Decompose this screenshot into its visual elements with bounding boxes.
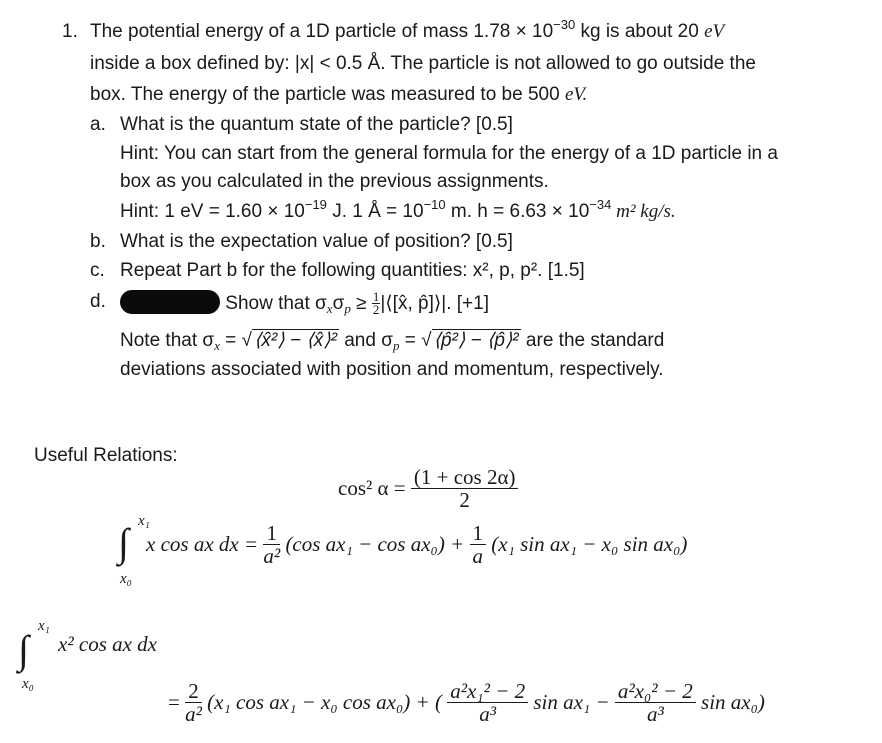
integral-2-integrand: x² cos ax dx	[58, 632, 158, 656]
part-d-line: Show that $\sigma_x\sigma_p$ ≥ $\frac{1}{2}$ |⟨[x̂, p̂]⟩|. [+1]	[120, 290, 489, 316]
integral-2-result: = $\frac{2}{\text{a²}}$ (x₁ cos ax₁ − x₀ cos ax₀) + ( $\frac{\text{a²x₁² − 2}}{\text{a³}}$ sin ax₁ − $\frac{\text{a²x₀² − 2}}{\text{a³}}$ sin ax₀)	[168, 679, 765, 726]
part-a-text: What is the quantum state of the particle? [0.5]	[120, 114, 513, 135]
part-d-letter: d.	[90, 291, 106, 312]
integral-1-upper: x₁	[138, 513, 150, 529]
integral-1-lower: x₀	[120, 571, 132, 587]
redaction-mark	[120, 290, 220, 314]
part-c-letter: c.	[90, 260, 105, 281]
part-c-text: Repeat Part b for the following quantities: x², p, p². [1.5]	[120, 260, 585, 281]
integral-1-formula: x cos ax dx = $\frac{1}{\text{a²}}$ (cos ax₁ − cos ax₀) + $\frac{1}{a}$ (x₁ sin ax₁ − x₀ sin ax₀)	[146, 521, 688, 568]
note-line-2: deviations associated with position and momentum, respectively.	[120, 359, 664, 380]
hint-line-1: Hint: You can start from the general formula for the energy of a 1D particle in a	[120, 143, 778, 164]
half-fraction: $\frac{1}{2}$	[372, 289, 380, 318]
part-b-text: What is the expectation value of position? [0.5]	[120, 231, 513, 252]
hint-line-2: box as you calculated in the previous assignments.	[120, 171, 549, 192]
integral-2-upper: x₁	[38, 618, 50, 634]
sqrt-x: √ ⟨x̂²⟩ − ⟨x̂⟩²	[241, 330, 337, 351]
problem-intro-line-2: inside a box defined by: |x| < 0.5 Å. The particle is not allowed to go outside the	[90, 53, 756, 74]
sqrt-p: √ ⟨p̂²⟩ − ⟨p̂⟩²	[421, 330, 519, 351]
problem-intro-line-1: The potential energy of a 1D particle of mass $1.78 \times 10^{-30}$ kg is about 20 eV	[90, 17, 725, 42]
hint-line-3: Hint: 1 eV = $1.60 \times 10^{-19}$ J. 1 Å = $10^{-10}$ m. $h = 6.63 \times 10^{-34}$ m² kg/s.	[120, 197, 676, 222]
integral-sign-1: ∫	[118, 520, 129, 565]
cos-squared-identity: cos² α = $\frac{(1 + \cos 2\alpha)}{2}$	[338, 466, 518, 511]
note-line-1: Note that $\sigma_x$ = √ ⟨x̂²⟩ − ⟨x̂⟩² and $\sigma_p$ = √ ⟨p̂²⟩ − ⟨p̂⟩² are the standard	[120, 330, 665, 353]
problem-intro-line-3: box. The energy of the particle was measured to be 500 eV.	[90, 84, 588, 105]
problem-number: 1.	[62, 21, 78, 42]
part-b-letter: b.	[90, 231, 106, 252]
integral-sign-2: ∫	[18, 627, 29, 672]
integral-2-lower: x₀	[22, 676, 34, 692]
useful-relations-title: Useful Relations:	[34, 445, 178, 466]
part-a-letter: a.	[90, 114, 106, 135]
